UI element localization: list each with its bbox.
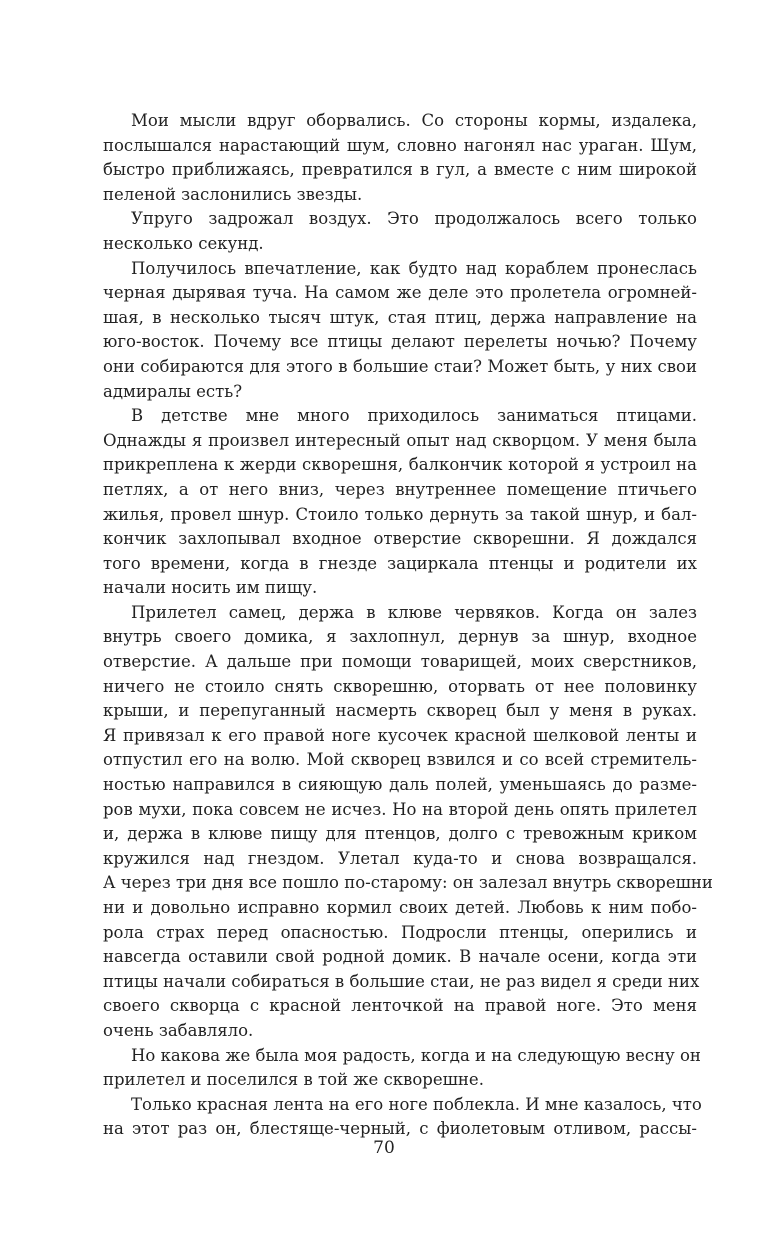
text-line: крыши, и перепуганный насмерть скворец был у меня в руках. <box>103 701 697 721</box>
text-line: Я привязал к его правой ноге кусочек красной шелковой ленты и <box>103 725 697 745</box>
paragraph <box>103 109 697 207</box>
text-line: отпустил его на волю. Мой скворец взвился и со всей стремитель- <box>103 750 697 770</box>
text-line: Однажды я произвел интересный опыт над скворцом. У меня была <box>103 430 697 450</box>
page-body <box>103 109 713 1142</box>
paragraph <box>103 1093 702 1142</box>
paragraph <box>103 257 697 405</box>
text-line: несколько секунд. <box>103 233 264 253</box>
text-line: очень забавляло. <box>103 1020 254 1040</box>
text-line: ностью направился в сияющую даль полей, уменьшаясь до разме- <box>103 775 697 795</box>
text-line: прикреплена к жерди скворешня, балкончик которой я устроил на <box>103 455 697 475</box>
text-line: рола страх перед опасностью. Подросли птенцы, оперились и <box>103 922 697 942</box>
text-line: Мои мысли вдруг оборвались. Со стороны кормы, издалека, <box>131 111 697 130</box>
paragraph <box>103 601 713 1044</box>
text-line: адмиралы есть? <box>103 381 243 401</box>
text-line: ничего не стоило снять скворешню, оторвать от нее половинку <box>103 676 697 696</box>
paragraph <box>103 1044 701 1093</box>
text-line: внутрь своего домика, я захлопнул, дернув за шнур, входное <box>103 627 697 647</box>
text-line: послышался нарастающий шум, словно нагонял нас ураган. Шум, <box>103 135 697 155</box>
text-line: жилья, провел шнур. Стоило только дернуть за такой шнур, и бал- <box>103 504 697 524</box>
text-line: на этот раз он, блестяще-черный, с фиолетовым отливом, рассы- <box>103 1119 697 1139</box>
text-line: пеленой заслонились звезды. <box>103 184 363 204</box>
text-line: того времени, когда в гнезде зациркала птенцы и родители их <box>103 553 697 573</box>
text-line: быстро приближаясь, превратился в гул, а вместе с ним широкой <box>103 160 697 180</box>
text-line: кружился над гнездом. Улетал куда-то и снова возвращался. <box>103 848 697 868</box>
text-line: ров мухи, пока совсем не исчез. Но на второй день опять прилетел <box>103 799 697 819</box>
text-line: Только красная лента на его ноге поблекла. И мне казалось, что <box>131 1094 702 1114</box>
text-line: птицы начали собираться в большие стаи, не раз видел я среди них <box>103 971 700 991</box>
text-line: В детстве мне много приходилось заниматься птицами. <box>131 406 697 426</box>
text-line: кончик захлопывал входное отверстие скворешни. Я дождался <box>103 529 697 549</box>
paragraph <box>103 404 697 601</box>
paragraph <box>103 207 697 256</box>
text-line: ни и довольно исправно кормил своих детей. Любовь к ним побо- <box>103 898 697 917</box>
text-line: и, держа в клюве пищу для птенцов, долго с тревожным криком <box>103 824 697 844</box>
text-line: Получилось впечатление, как будто над кораблем пронеслась <box>131 258 697 278</box>
text-line: своего скворца с красной ленточкой на правой ноге. Это меня <box>103 996 697 1016</box>
text-line: отверстие. А дальше при помощи товарищей, моих сверстников, <box>103 652 697 672</box>
text-line: прилетел и поселился в той же скворешне. <box>103 1070 484 1090</box>
text-line: начали носить им пищу. <box>103 578 318 598</box>
page-number: 70 <box>373 1138 395 1158</box>
text-line: они собираются для этого в большие стаи? Может быть, у них свои <box>103 356 697 376</box>
text-line: Прилетел самец, держа в клюве червяков. Когда он залез <box>131 602 697 622</box>
text-line: А через три дня все пошло по-старому: он залезал внутрь скворешни <box>103 873 713 893</box>
text-line: петлях, а от него вниз, через внутреннее помещение птичьего <box>103 479 697 499</box>
text-line: шая, в несколько тысяч штук, стая птиц, держа направление на <box>103 307 697 327</box>
text-line: навсегда оставили свой родной домик. В начале осени, когда эти <box>103 947 697 967</box>
text-line: черная дырявая туча. На самом же деле это пролетела огромней- <box>103 283 697 303</box>
text-line: юго-восток. Почему все птицы делают перелеты ночью? Почему <box>103 332 697 352</box>
text-line: Но какова же была моя радость, когда и на следующую весну он <box>131 1045 701 1065</box>
text-line: Упруго задрожал воздух. Это продолжалось всего только <box>131 209 697 229</box>
